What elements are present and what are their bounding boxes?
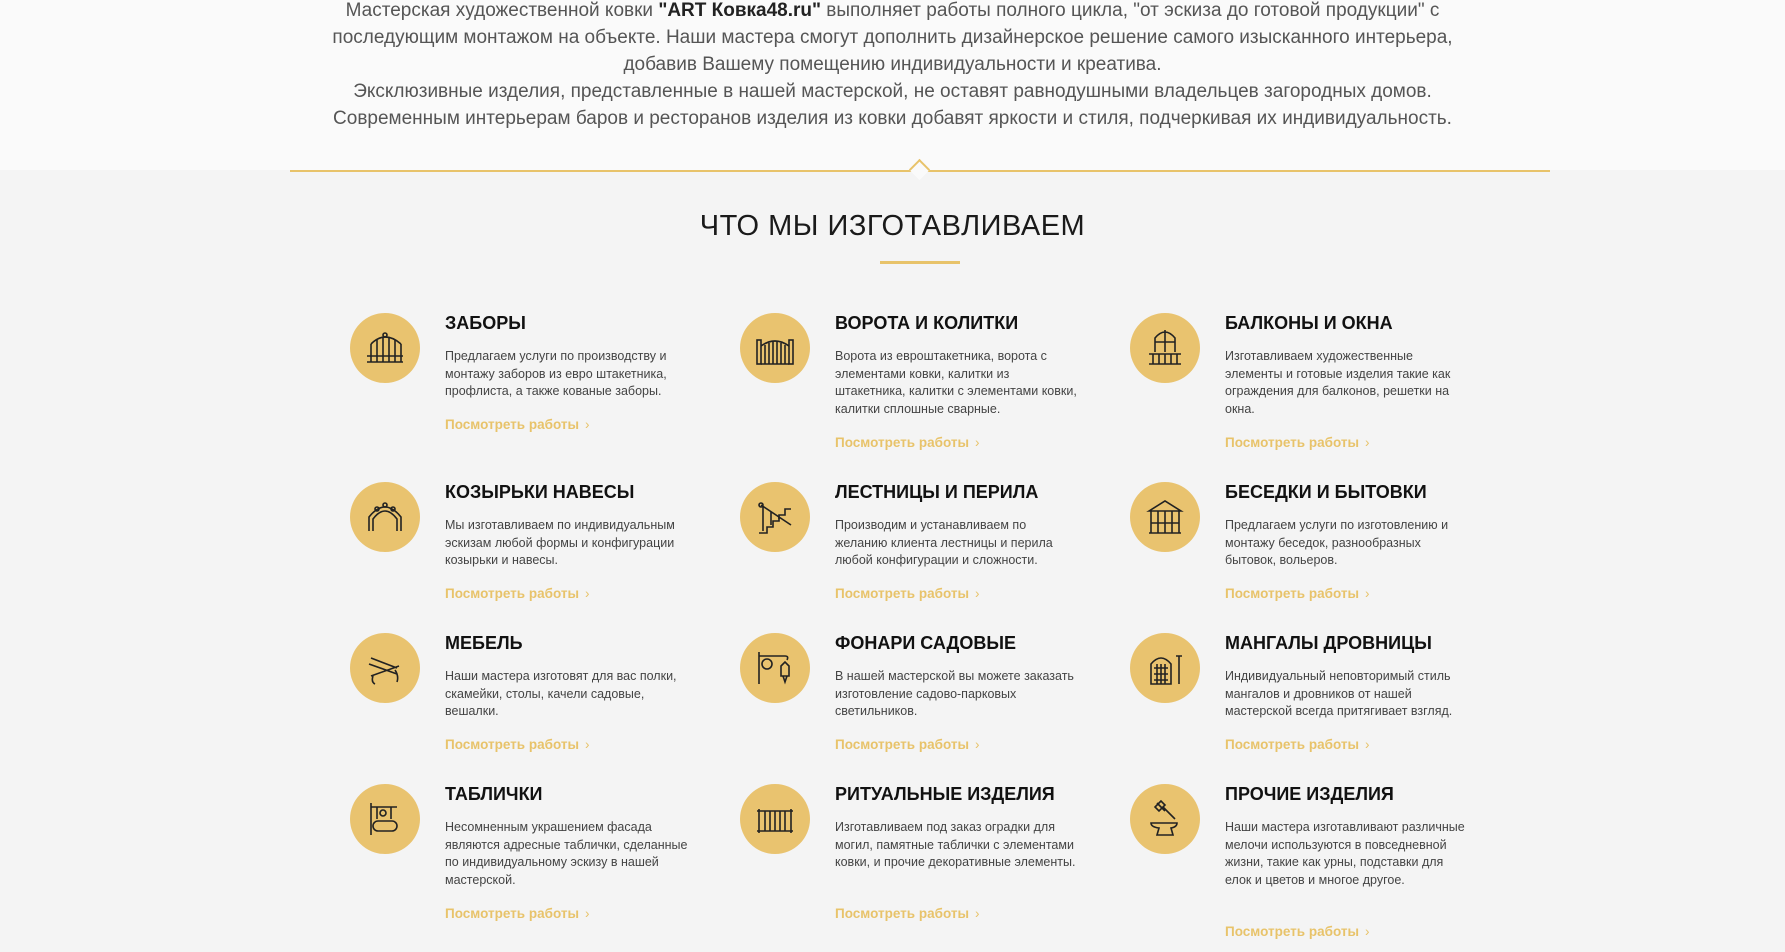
gate-icon xyxy=(740,313,810,383)
lantern-icon xyxy=(740,633,810,703)
chevron-right-icon: › xyxy=(1365,737,1370,752)
section-title: ЧТО МЫ ИЗГОТАВЛИВАЕМ xyxy=(699,210,1086,242)
intro-line-4: Эксклюзивные изделия, представленные в нашей мастерской, не оставят равнодушными владельцев загородных домов. xyxy=(353,81,1432,102)
card-description: Предлагаем услуги по производству и монтажу заборов из евро штакетника, профлиста, а также кованые заборы. xyxy=(445,349,667,398)
view-works-link[interactable]: Посмотреть работы › xyxy=(445,906,590,921)
title-underline xyxy=(880,261,960,264)
card-title: КОЗЫРЬКИ НАВЕСЫ xyxy=(445,482,635,502)
card-description: Предлагаем услуги по изготовлению и монтажу беседок, разнообразных бытовок, вольеров. xyxy=(1225,518,1449,567)
service-card-lanterns xyxy=(740,633,1080,763)
card-description: Производим и устанавливаем по желанию клиента лестницы и перила любой конфигурации и сложности. xyxy=(835,518,1053,567)
service-card-stairs xyxy=(740,482,1080,612)
view-works-link[interactable]: Посмотреть работы › xyxy=(1225,586,1370,601)
grill-icon xyxy=(1130,633,1200,703)
brand-name: "ART Ковка48.ru" xyxy=(658,0,822,21)
card-description: Несомненным украшением фасада являются адресные таблички, сделанные по индивидуальному эскизу в нашей мастерской. xyxy=(445,820,688,887)
service-card-canopies xyxy=(350,482,690,612)
card-title: ТАБЛИЧКИ xyxy=(445,784,543,804)
intro-line-1: Мастерская художественной ковки "ART Ковка48.ru" выполняет работы полного цикла, "от эскиза до готовой продукции" с xyxy=(345,0,1440,21)
card-description: Наши мастера изготавливают различные мелочи используются в повседневной жизни, такие как урны, подставки для елок и цветов и многое другое. xyxy=(1225,820,1465,887)
sign-icon xyxy=(350,784,420,854)
service-card-signs xyxy=(350,784,690,934)
service-card-other xyxy=(1130,784,1470,944)
card-title: БАЛКОНЫ И ОКНА xyxy=(1225,313,1393,333)
view-works-link[interactable]: Посмотреть работы › xyxy=(1225,435,1370,450)
view-works-link[interactable]: Посмотреть работы › xyxy=(835,906,980,921)
chevron-right-icon: › xyxy=(975,435,980,450)
card-title: ВОРОТА И КОЛИТКИ xyxy=(835,313,1019,333)
card-title: ЛЕСТНИЦЫ И ПЕРИЛА xyxy=(835,482,1039,502)
card-title: МЕБЕЛЬ xyxy=(445,633,523,653)
chevron-right-icon: › xyxy=(1365,586,1370,601)
card-description: Мы изготавливаем по индивидуальным эскизам любой формы и конфигурации козырьки и навесы. xyxy=(445,518,675,567)
card-title: ФОНАРИ САДОВЫЕ xyxy=(835,633,1016,653)
fence-icon xyxy=(350,313,420,383)
service-card-balconies xyxy=(1130,313,1470,463)
view-works-link[interactable]: Посмотреть работы › xyxy=(445,586,590,601)
chevron-right-icon: › xyxy=(975,906,980,921)
intro-line-2: последующим монтажом на объекте. Наши мастера смогут дополнить дизайнерское решение самого изысканного интерьера, xyxy=(332,27,1453,48)
service-card-furniture xyxy=(350,633,690,763)
view-works-link[interactable]: Посмотреть работы › xyxy=(1225,924,1370,939)
balcony-window-icon xyxy=(1130,313,1200,383)
intro-line-3: добавив Вашему помещению индивидуальности и креатива. xyxy=(623,54,1162,75)
card-title: РИТУАЛЬНЫЕ ИЗДЕЛИЯ xyxy=(835,784,1055,804)
card-description: Ворота из евроштакетника, ворота с элементами ковки, калитки из штакетника, калитки с элементами ковки, калитки сплошные сварные. xyxy=(835,349,1077,416)
card-description: Наши мастера изготовят для вас полки, скамейки, столы, качели садовые, вешалки. xyxy=(445,669,677,718)
card-description: Индивидуальный неповторимый стиль мангалов и дровников от нашей мастерской всегда притягивает взгляд. xyxy=(1225,669,1453,718)
service-card-memorials xyxy=(740,784,1080,934)
gazebo-icon xyxy=(1130,482,1200,552)
view-works-link[interactable]: Посмотреть работы › xyxy=(445,737,590,752)
service-card-gazebos xyxy=(1130,482,1470,612)
card-title: БЕСЕДКИ И БЫТОВКИ xyxy=(1225,482,1427,502)
intro-section xyxy=(0,0,1785,170)
service-card-gates xyxy=(740,313,1080,463)
card-title: ПРОЧИЕ ИЗДЕЛИЯ xyxy=(1225,784,1394,804)
canopy-icon xyxy=(350,482,420,552)
intro-line-5: Современным интерьерам баров и ресторанов изделия из ковки добавят яркости и стиля, подчеркивая их индивидуальность. xyxy=(333,108,1452,129)
view-works-link[interactable]: Посмотреть работы › xyxy=(445,417,590,432)
view-works-link[interactable]: Посмотреть работы › xyxy=(835,586,980,601)
intro-text xyxy=(0,0,1785,132)
chevron-right-icon: › xyxy=(975,586,980,601)
view-works-link[interactable]: Посмотреть работы › xyxy=(1225,737,1370,752)
service-card-fences xyxy=(350,313,690,443)
view-works-link[interactable]: Посмотреть работы › xyxy=(835,435,980,450)
chevron-right-icon: › xyxy=(585,586,590,601)
service-card-grills xyxy=(1130,633,1470,763)
bench-icon xyxy=(350,633,420,703)
view-works-link[interactable]: Посмотреть работы › xyxy=(835,737,980,752)
card-description: Изготавливаем под заказ оградки для могил, памятные таблички с элементами ковки, и прочие декоративные элементы. xyxy=(835,820,1076,869)
chevron-right-icon: › xyxy=(1365,435,1370,450)
memorial-fence-icon xyxy=(740,784,810,854)
card-title: ЗАБОРЫ xyxy=(445,313,526,333)
chevron-right-icon: › xyxy=(585,417,590,432)
card-title: МАНГАЛЫ ДРОВНИЦЫ xyxy=(1225,633,1432,653)
chevron-right-icon: › xyxy=(975,737,980,752)
anvil-hammer-icon xyxy=(1130,784,1200,854)
chevron-right-icon: › xyxy=(585,906,590,921)
stairs-icon xyxy=(740,482,810,552)
card-description: В нашей мастерской вы можете заказать изготовление садово-парковых светильников. xyxy=(835,669,1074,718)
chevron-right-icon: › xyxy=(585,737,590,752)
card-description: Изготавливаем художественные элементы и готовые изделия такие как ограждения для балконов, решетки на окна. xyxy=(1225,349,1451,416)
chevron-right-icon: › xyxy=(1365,924,1370,939)
